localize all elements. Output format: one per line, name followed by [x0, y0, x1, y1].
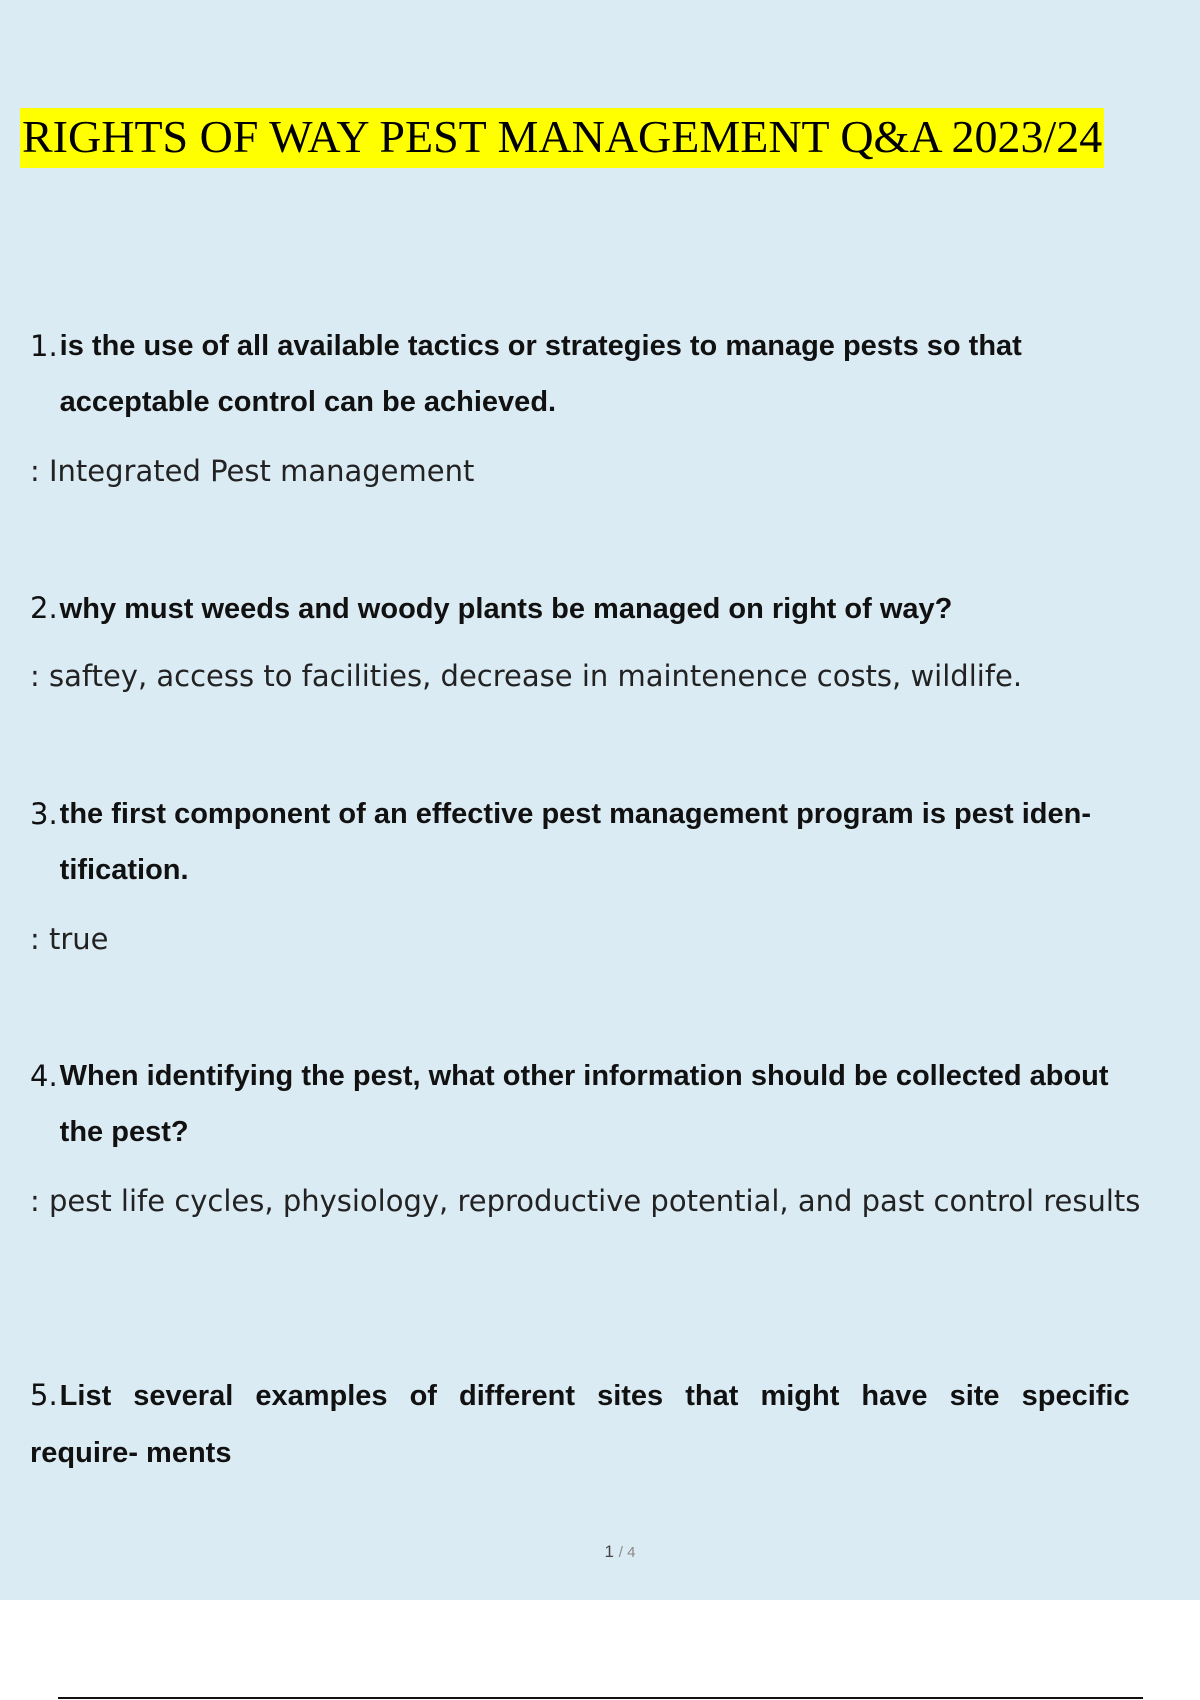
- question-text-line-2: require- ments: [30, 1437, 232, 1469]
- answer-4: : pest life cycles, physiology, reproductive potential, and past control results: [30, 1184, 1141, 1218]
- question-2: [30, 580, 1200, 637]
- question-text: why must weeds and woody plants be managed on right of way?: [59, 593, 953, 625]
- question-text: the first component of an effective pest management program is pest iden- tification.: [59, 798, 1091, 886]
- question-number: 2.: [30, 591, 58, 625]
- qa-item-1: [30, 318, 1200, 430]
- question-4: [30, 1048, 1200, 1160]
- question-number: 1.: [30, 329, 58, 363]
- question-3: [30, 786, 1200, 898]
- question-number: 5.: [30, 1378, 58, 1412]
- answer-block-3: [30, 911, 1200, 967]
- qa-item-4: [30, 1048, 1200, 1160]
- qa-item-3: [30, 786, 1200, 898]
- question-5: [30, 1367, 1200, 1424]
- question-text: When identifying the pest, what other information should be collected about the pest?: [59, 1060, 1109, 1148]
- answer-1: : Integrated Pest management: [30, 454, 475, 488]
- answer-3: : true: [30, 922, 109, 956]
- next-page-header-rule: [58, 1697, 1143, 1699]
- document-title: RIGHTS OF WAY PEST MANAGEMENT Q&A 2023/24: [20, 108, 1104, 168]
- question-1: [30, 318, 1200, 430]
- total-pages: / 4: [618, 1544, 636, 1561]
- answer-block-2: [30, 648, 1200, 704]
- question-number: 4.: [30, 1059, 58, 1093]
- question-text: is the use of all available tactics or strategies to manage pests so that acceptable control can be achieved.: [59, 330, 1022, 418]
- answer-block-4: [30, 1173, 1200, 1229]
- qa-item-5: [30, 1367, 1200, 1481]
- answer-2: : saftey, access to facilities, decrease in maintenence costs, wildlife.: [30, 659, 1023, 693]
- current-page-number: 1: [604, 1542, 615, 1561]
- question-number: 3.: [30, 797, 58, 831]
- qa-item-2: [30, 580, 1200, 637]
- question-5-continued: [30, 1424, 1200, 1481]
- answer-block-1: [30, 443, 1200, 499]
- question-text-line-1: List several examples of different sites that might have site specific: [59, 1380, 1130, 1412]
- page-indicator: [0, 1542, 1200, 1562]
